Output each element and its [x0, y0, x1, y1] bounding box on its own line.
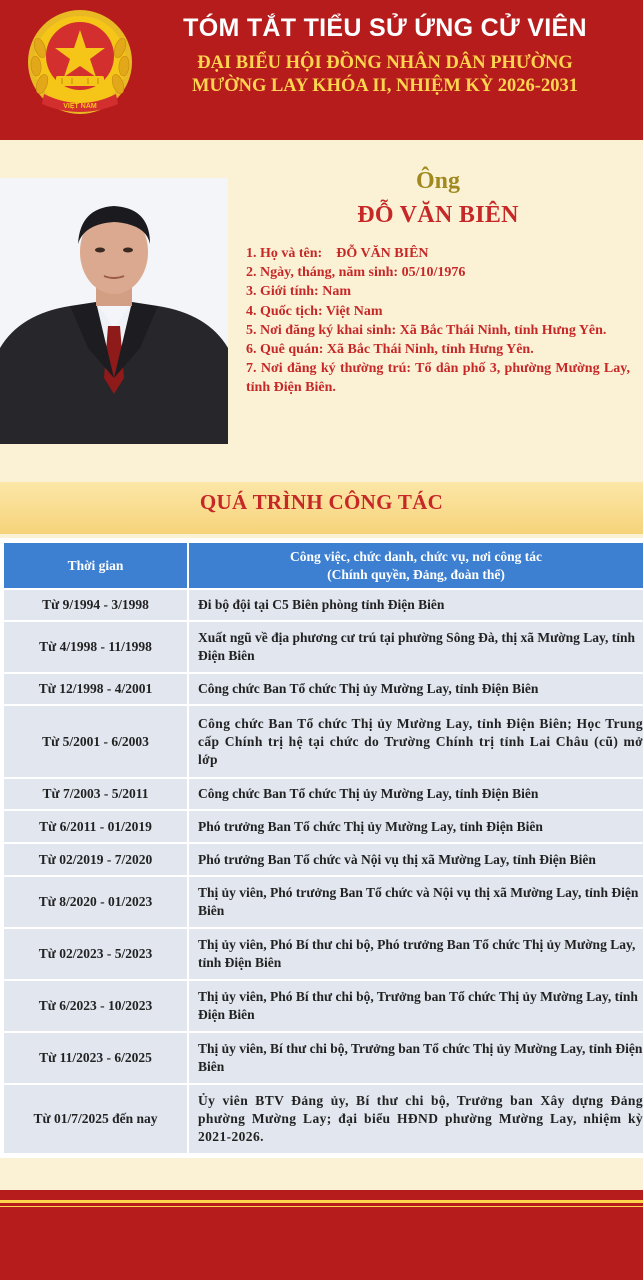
subtitle-line-1: ĐẠI BIỂU HỘI ĐỒNG NHÂN DÂN PHƯỜNG: [197, 53, 573, 73]
table-row: [3, 1084, 643, 1154]
row-period: Từ 4/1998 - 11/1998: [3, 621, 188, 673]
footer-banner: [0, 1190, 643, 1280]
candidate-info-list: [246, 244, 630, 398]
national-emblem-icon: [26, 8, 134, 120]
row-period: Từ 02/2023 - 5/2023: [3, 928, 188, 980]
row-period: Từ 7/2003 - 5/2011: [3, 778, 188, 810]
row-work: Thị ủy viên, Bí thư chi bộ, Trưởng ban Tổ chức Thị ủy Mường Lay, tỉnh Điện Biên: [188, 1032, 643, 1084]
info-gender: 3. Giới tính: Nam: [246, 284, 351, 300]
table-row: [3, 810, 643, 843]
row-period: Từ 01/7/2025 đến nay: [3, 1084, 188, 1154]
row-period: Từ 8/2020 - 01/2023: [3, 876, 188, 928]
row-work: Ủy viên BTV Đảng ủy, Bí thư chi bộ, Trưởng ban Xây dựng Đảng phường Mường Lay; đại biểu HĐND phường Mường Lay, nhiệm kỳ 2021-2026.: [188, 1084, 643, 1154]
candidate-name: ĐỖ VĂN BIÊN: [357, 202, 519, 228]
row-period: Từ 5/2001 - 6/2003: [3, 705, 188, 778]
info-birth-registration: 5. Nơi đăng ký khai sinh: Xã Bắc Thái Ninh, tỉnh Hưng Yên.: [246, 322, 607, 338]
row-period: Từ 6/2011 - 01/2019: [3, 810, 188, 843]
section-title: QUÁ TRÌNH CÔNG TÁC: [199, 490, 444, 514]
footer-gold-line-thin: [0, 1206, 643, 1207]
header-work-line-2: (Chính quyền, Đảng, đoàn thể): [327, 566, 505, 582]
row-work: Thị ủy viên, Phó trưởng Ban Tổ chức và Nội vụ thị xã Mường Lay, tỉnh Điện Biên: [188, 876, 643, 928]
candidate-honorific: Ông: [415, 168, 460, 194]
row-work: Thị ủy viên, Phó Bí thư chi bộ, Phó trưởng Ban Tổ chức Thị ủy Mường Lay, tỉnh Điện Biên: [188, 928, 643, 980]
table-row: [3, 778, 643, 810]
info-birth-date: 2. Ngày, tháng, năm sinh: 05/10/1976: [246, 265, 466, 281]
table-row: [3, 673, 643, 705]
row-period: Từ 02/2019 - 7/2020: [3, 843, 188, 876]
row-work: Công chức Ban Tổ chức Thị ủy Mường Lay, tỉnh Điện Biên: [188, 673, 643, 705]
table-row: [3, 980, 643, 1032]
row-work: Công chức Ban Tổ chức Thị ủy Mường Lay, tỉnh Điện Biên; Học Trung cấp Chính trị hệ tại chức do Trường Chính trị tỉnh Lai Châu (cũ) mở lớp: [188, 705, 643, 778]
header-work: [188, 542, 643, 589]
row-work: Phó trưởng Ban Tổ chức Thị ủy Mường Lay, tỉnh Điện Biên: [188, 810, 643, 843]
row-period: Từ 6/2023 - 10/2023: [3, 980, 188, 1032]
table-row: [3, 705, 643, 778]
row-period: Từ 9/1994 - 3/1998: [3, 589, 188, 621]
work-history-table: [2, 541, 643, 1155]
table-row: [3, 621, 643, 673]
row-work: Công chức Ban Tổ chức Thị ủy Mường Lay, tỉnh Điện Biên: [188, 778, 643, 810]
table-row: [3, 1032, 643, 1084]
subtitle-line-2: MƯỜNG LAY KHÓA II, NHIỆM KỲ 2026-2031: [192, 76, 578, 96]
table-header-row: [3, 542, 643, 589]
row-period: Từ 11/2023 - 6/2025: [3, 1032, 188, 1084]
info-full-name: 1. Họ và tên: ĐỖ VĂN BIÊN: [246, 246, 429, 261]
table-row: [3, 843, 643, 876]
footer-gold-line: [0, 1200, 643, 1203]
row-work: Đi bộ đội tại C5 Biên phòng tỉnh Điện Biên: [188, 589, 643, 621]
row-period: Từ 12/1998 - 4/2001: [3, 673, 188, 705]
table-row: [3, 876, 643, 928]
header-period: Thời gian: [3, 542, 188, 589]
info-residence: 7. Nơi đăng ký thường trú: Tổ dân phố 3, phường Mường Lay, tỉnh Điện Biên.: [246, 361, 630, 396]
table-row: [3, 928, 643, 980]
info-nationality: 4. Quốc tịch: Việt Nam: [246, 303, 383, 319]
emblem-text: VIỆT NAM: [63, 103, 97, 110]
header-work-line-1: Công việc, chức danh, chức vụ, nơi công tác: [289, 548, 543, 564]
table-row: [3, 589, 643, 621]
info-hometown: 6. Quê quán: Xã Bắc Thái Ninh, tỉnh Hưng Yên.: [246, 342, 534, 358]
page-title: TÓM TẮT TIỂU SỬ ỨNG CỬ VIÊN: [183, 14, 587, 42]
row-work: Thị ủy viên, Phó Bí thư chi bộ, Trưởng ban Tổ chức Thị ủy Mường Lay, tỉnh Điện Biên: [188, 980, 643, 1032]
row-work: Xuất ngũ về địa phương cư trú tại phường Sông Đà, thị xã Mường Lay, tỉnh Điện Biên: [188, 621, 643, 673]
row-work: Phó trưởng Ban Tổ chức và Nội vụ thị xã Mường Lay, tỉnh Điện Biên: [188, 843, 643, 876]
candidate-portrait: [0, 178, 228, 444]
page-subtitle: [150, 52, 620, 98]
